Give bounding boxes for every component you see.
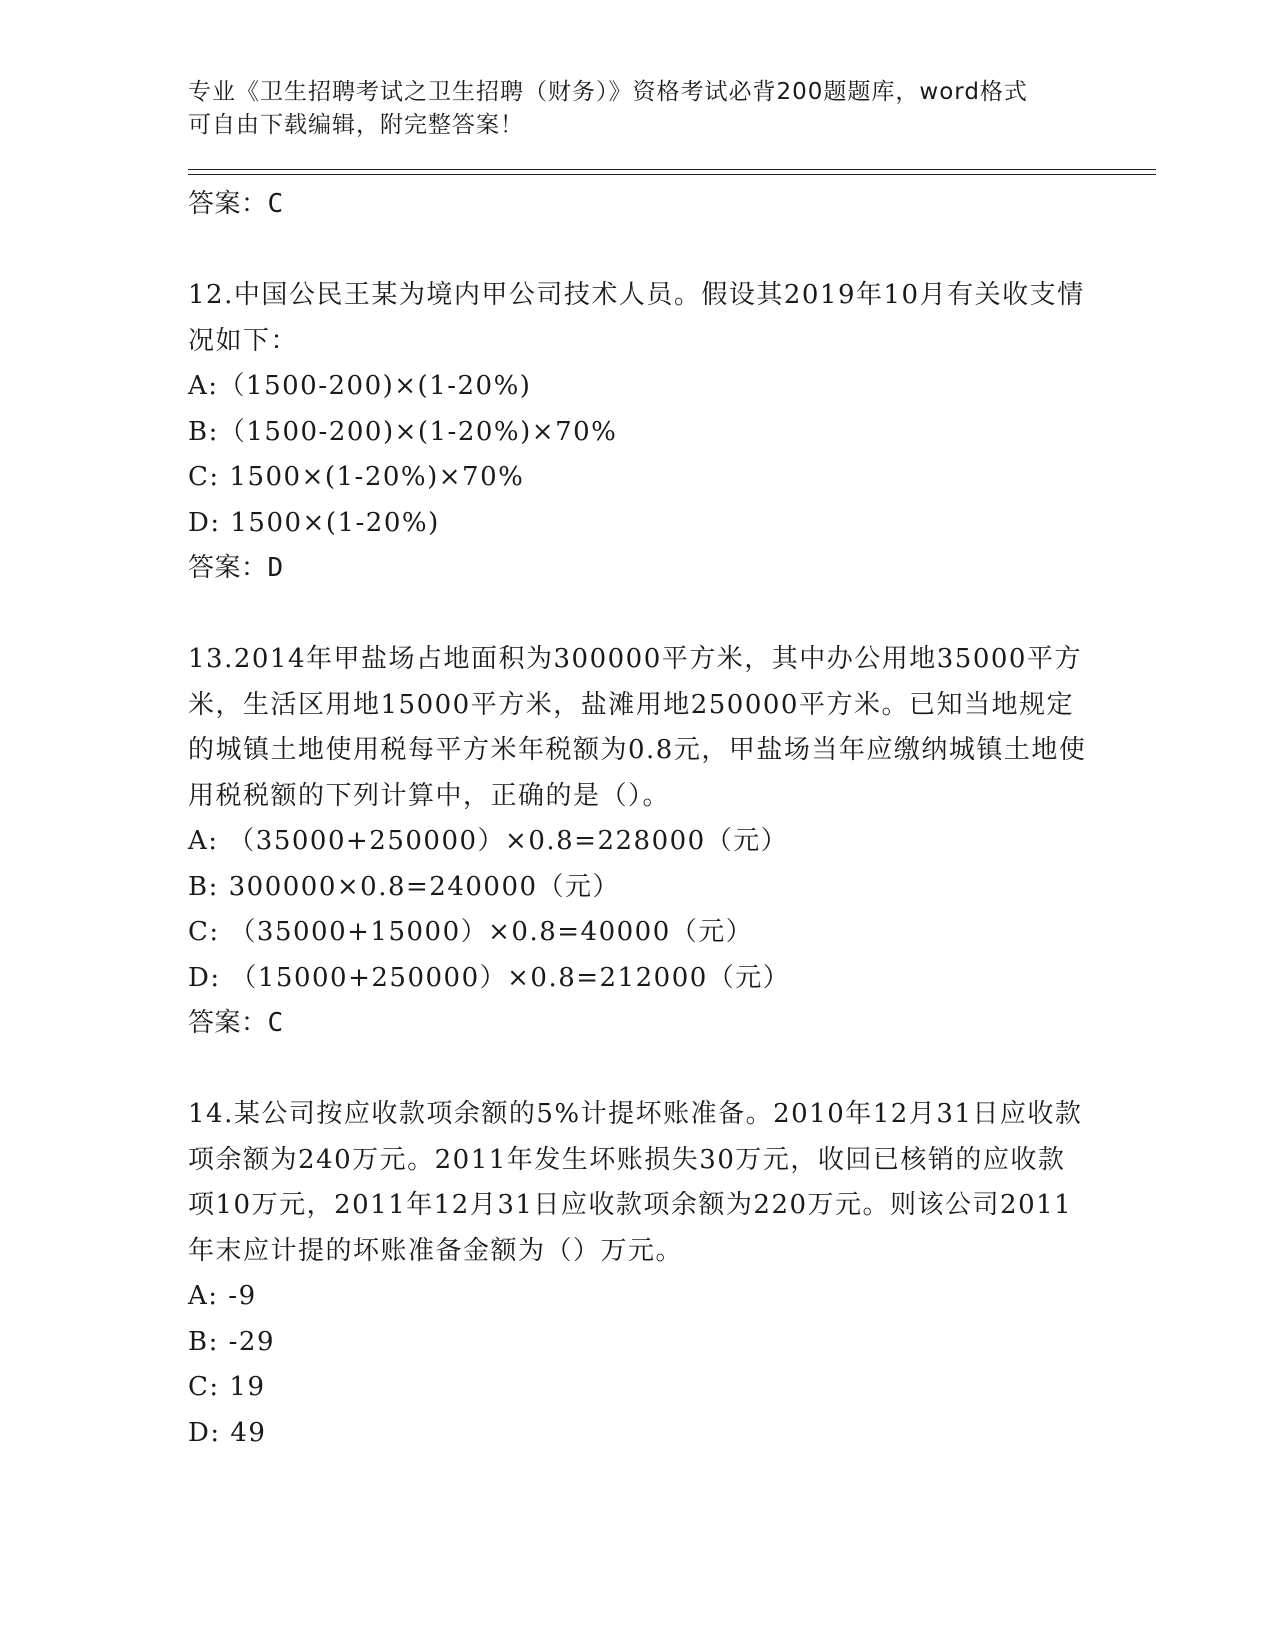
question-stem: 12.中国公民王某为境内甲公司技术人员。假设其2019年10月有关收支情况如下： <box>188 280 1085 356</box>
question-13 <box>188 637 1088 1046</box>
header-line-2: 可自由下载编辑，附完整答案！ <box>188 112 524 138</box>
document-body <box>188 182 1088 1456</box>
document-header <box>188 76 1068 142</box>
option-c: C: （35000+15000）×0.8=40000（元） <box>188 917 754 947</box>
option-d: D: （15000+250000）×0.8=212000（元） <box>188 962 791 993</box>
question-stem: 14.某公司按应收款项余额的5%计提坏账准备。2010年12月31日应收款项余额为240万元。2011年发生坏账损失30万元，收回已核销的应收款项10万元，2011年12月31日应收款项余额为220万元。则该公司2011年末应计提的坏账准备金额为（）万元。 <box>188 1099 1083 1266</box>
header-line-1: 专业《卫生招聘考试之卫生招聘（财务）》资格考试必背200题题库，word格式 <box>188 79 1028 105</box>
answer-line: 答案：C <box>188 189 284 219</box>
option-c: C: 19 <box>188 1372 266 1402</box>
option-b: B: -29 <box>188 1326 275 1357</box>
option-b: B: 300000×0.8=240000（元） <box>188 871 621 902</box>
question-12 <box>188 273 1088 591</box>
option-a: A:（1500-200)×(1-20%) <box>188 371 532 401</box>
option-a: A: （35000+250000）×0.8=228000（元） <box>188 826 789 856</box>
option-b: B:（1500-200)×(1-20%)×70% <box>188 416 618 447</box>
option-d: D: 1500×(1-20%) <box>188 507 440 538</box>
option-a: A: -9 <box>188 1281 257 1311</box>
question-stem: 13.2014年甲盐场占地面积为300000平方米，其中办公用地35000平方米，生活区用地15000平方米，盐滩用地250000平方米。已知当地规定的城镇土地使用税每平方米年税额为0.8元，甲盐场当年应缴纳城镇土地使用税税额的下列计算中，正确的是（）。 <box>188 644 1087 811</box>
option-d: D: 49 <box>188 1417 267 1448</box>
question-14 <box>188 1092 1088 1456</box>
header-divider-bottom <box>188 174 1156 175</box>
header-divider-top <box>188 169 1156 170</box>
option-c: C: 1500×(1-20%)×70% <box>188 462 525 492</box>
answer-line: 答案：C <box>188 1008 284 1038</box>
answer-line: 答案：D <box>188 553 284 583</box>
